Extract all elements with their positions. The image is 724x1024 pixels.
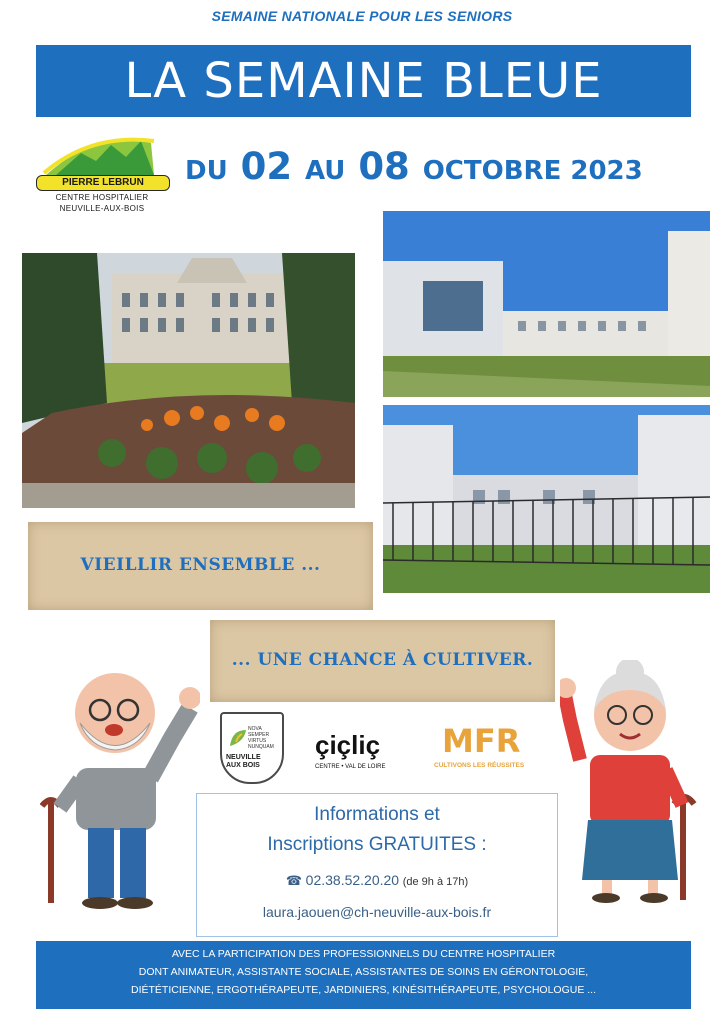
title-banner: [36, 45, 691, 117]
grandma-illustration: [560, 660, 700, 910]
motto-word: NOVA: [248, 726, 262, 732]
event-dates: [185, 145, 643, 188]
dates-end: 08: [358, 145, 410, 188]
info-title-2: Inscriptions GRATUITES :: [267, 834, 487, 855]
phone-number[interactable]: 02.38.52.20.20: [305, 872, 400, 888]
dates-au: AU: [304, 156, 346, 186]
motto-word: VIRTUS: [248, 738, 267, 744]
motto-word: NUNQUAM: [248, 744, 274, 750]
neuville-logo: [220, 712, 284, 784]
grandpa-illustration: [40, 668, 200, 913]
slogan-second: ... UNE CHANCE À CULTIVER.: [231, 650, 534, 670]
footer-banner: [36, 941, 691, 1009]
logo-line2: CENTRE HOSPITALIER: [55, 193, 149, 202]
info-title-1: Informations et: [314, 804, 440, 825]
phone-line: [197, 872, 557, 889]
motto-word: SEMPER: [248, 732, 270, 738]
dates-month-year: OCTOBRE 2023: [422, 156, 643, 186]
contact-email[interactable]: laura.jaouen@ch-neuville-aux-bois.fr: [262, 904, 492, 920]
slogan-banner-1: [28, 522, 373, 610]
photo-garden: [22, 253, 355, 508]
footer-line-1: AVEC LA PARTICIPATION DES PROFESSIONNELS DU CENTRE HOSPITALIER: [171, 948, 556, 960]
dates-start: 02: [240, 145, 293, 188]
phone-icon: ☎: [285, 873, 303, 888]
logo-name: PIERRE LEBRUN: [36, 175, 170, 191]
logo-line3: NEUVILLE-AUX-BOIS: [59, 204, 145, 213]
neuville-name: NEUVILLE AUX BOIS: [226, 754, 261, 769]
info-box: [196, 793, 558, 937]
photo-building-courtyard: [383, 211, 710, 397]
slogan-banner-2: [210, 620, 555, 702]
phone-hours: (de 9h à 17h): [402, 876, 469, 888]
hospital-logo: [36, 135, 176, 225]
footer-line-3: DIÉTÉTICIENNE, ERGOTHÉRAPEUTE, JARDINIERS, KINÉSITHÉRAPEUTE, PSYCHOLOGUE ...: [131, 984, 596, 996]
mfr-logo: MFR: [442, 722, 521, 760]
partner-logos: [220, 712, 550, 782]
photo-garden-fence: [383, 405, 710, 593]
mfr-subtitle: CULTIVONS LES RÉUSSITES: [434, 762, 525, 769]
ciclic-logo: çiçliç: [315, 730, 381, 760]
page-title: LA SEMAINE BLEUE: [124, 53, 603, 109]
slogan-first: VIEILLIR ENSEMBLE ...: [80, 555, 321, 575]
ciclic-subtitle: CENTRE • VAL DE LOIRE: [315, 764, 386, 770]
subtitle: SEMAINE NATIONALE POUR LES SENIORS: [211, 8, 513, 24]
mountain-logo-icon: [36, 135, 168, 179]
footer-line-2: DONT ANIMATEUR, ASSISTANTE SOCIALE, ASSISTANTES DE SOINS EN GÉRONTOLOGIE,: [138, 966, 589, 978]
dates-du: DU: [185, 156, 228, 186]
neuville-motto: [248, 726, 274, 750]
leaf-logo-icon: [228, 728, 248, 748]
